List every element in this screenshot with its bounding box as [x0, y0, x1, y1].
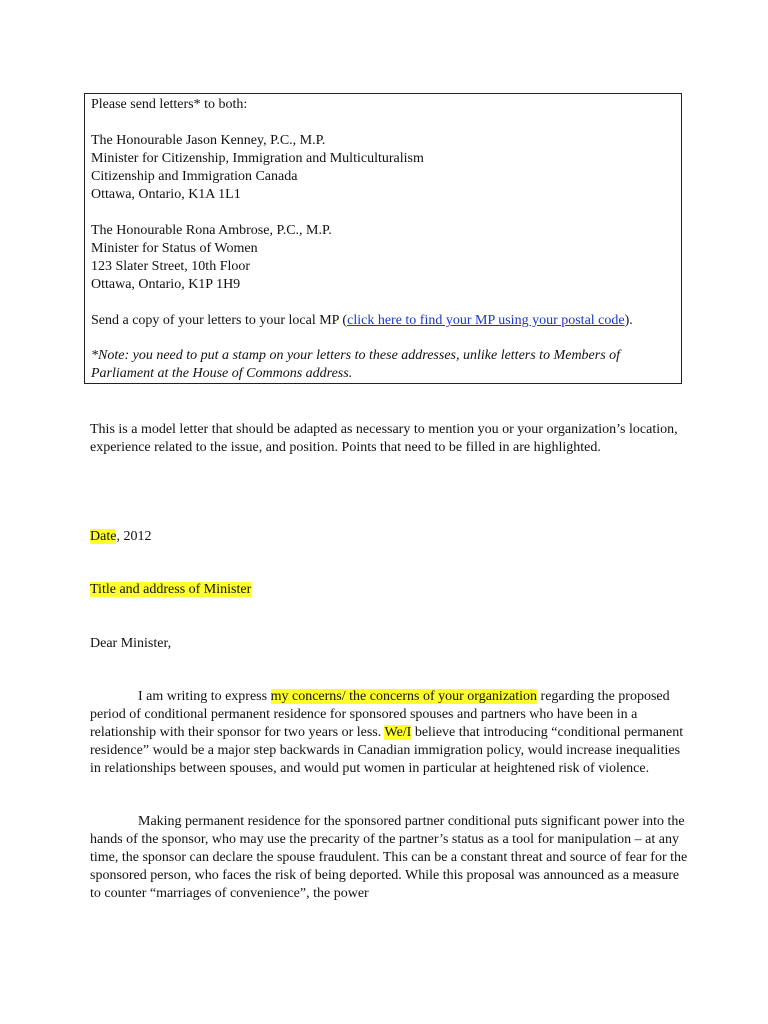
minister-address-line [90, 581, 690, 599]
recipient2-title: Minister for Status of Women [91, 241, 258, 256]
concerns-placeholder: my concerns/ the concerns of your organization [270, 689, 538, 704]
recipient2-address: Ottawa, Ontario, K1P 1H9 [91, 277, 241, 292]
find-mp-link[interactable]: click here to find your MP using your postal code [347, 313, 625, 328]
date-line [90, 528, 690, 546]
para1-text-c: believe that introducing “conditional permanent residence” would be a major step backwards in Canadian immigration policy, would increase inequalities in relationships between spouses, and would put women in particular at heightened risk of violence. [90, 725, 684, 776]
date-placeholder: Date [90, 529, 117, 544]
salutation-text: Dear Minister, [90, 636, 172, 651]
copy-prefix: Send a copy of your letters to your local MP ( [91, 313, 348, 328]
we-i-placeholder: We/I [384, 725, 412, 740]
letter-paragraph-2 [90, 813, 690, 903]
recipient1-dept: Citizenship and Immigration Canada [91, 169, 298, 184]
model-note-text: This is a model letter that should be adapted as necessary to mention you or your organization’s location, experience related to the issue, and position. Points that need to be filled in are highlighted. [90, 422, 678, 455]
date-year: , 2012 [116, 529, 152, 544]
letter-paragraph-1 [90, 688, 690, 778]
box-intro: Please send letters* to both: [91, 97, 248, 112]
recipient1-address: Ottawa, Ontario, K1A 1L1 [91, 187, 241, 202]
minister-address-placeholder: Title and address of Minister [90, 582, 252, 597]
para1-text-b: regarding the proposed period of conditional permanent residence for sponsored spouses and partners who have been in a relationship with their sponsor for two years or less. [90, 689, 670, 740]
model-letter-note [90, 421, 690, 457]
copy-suffix: ). [624, 313, 633, 328]
para2-text: Making permanent residence for the sponsored partner conditional puts significant power into the hands of the sponsor, who may use the precarity of the partner’s status as a tool for manipulation – at any time, the sponsor can declare the spouse fraudulent. This can be a constant threat and source of fear for the sponsored person, who faces the risk of being deported. While this proposal was announced as a measure to counter “marriages of convenience”, the power [90, 814, 688, 901]
instructions-box [84, 93, 682, 384]
recipient1-title: Minister for Citizenship, Immigration and Multiculturalism [91, 151, 424, 166]
copy-instruction [91, 312, 681, 330]
recipient1-name: The Honourable Jason Kenney, P.C., M.P. [91, 133, 326, 148]
salutation [90, 635, 690, 653]
recipient2-name: The Honourable Rona Ambrose, P.C., M.P. [91, 223, 332, 238]
recipient2-street: 123 Slater Street, 10th Floor [91, 259, 251, 274]
stamp-note: *Note: you need to put a stamp on your letters to these addresses, unlike letters to Members of Parliament at the House of Commons address. [91, 348, 621, 381]
para1-text-a: I am writing to express [138, 689, 271, 704]
